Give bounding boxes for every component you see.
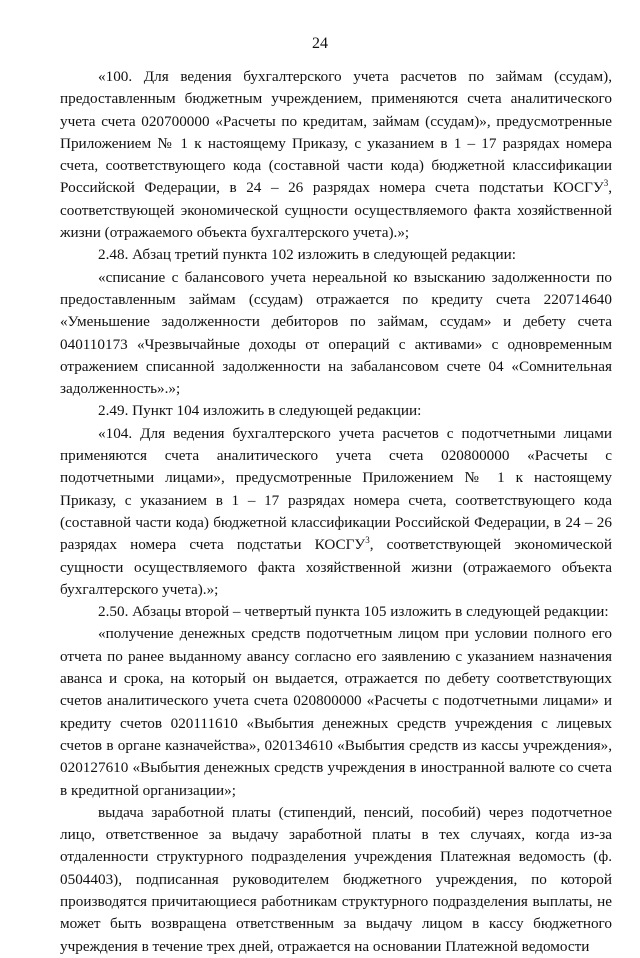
paragraph-text-continued: , соответствующей экономической сущности осуществляемого факта хозяйственной жизни (отражаемого объекта бухгалтерского учета).»; (60, 536, 613, 598)
paragraph-text: 2.50. Абзацы второй – четвертый пункта 105 изложить в следующей редакции: (98, 603, 609, 621)
paragraph-105-salary (60, 802, 612, 958)
footnote-mark: 3 (603, 178, 609, 189)
paragraph-text: 2.49. Пункт 104 изложить в следующей редакции: (98, 402, 422, 420)
paragraph-104 (60, 423, 612, 601)
paragraph-text: «списание с балансового учета нереальной ко взысканию задолженности по предоставленным займам (ссудам) отражается по кредиту счета 220714640 «Уменьшение задолженности дебиторов по займам, ссудам» и дебету счета 040110173 «Чрезвычайные доходы от операций с активами» с одновременным отражением списанной задолженности на забалансовом счете 04 «Сомнительная задолженность».»; (60, 268, 612, 398)
paragraph-2-50 (60, 601, 612, 623)
paragraph-text: 2.48. Абзац третий пункта 102 изложить в следующей редакции: (98, 246, 516, 264)
paragraph-2-48 (60, 244, 612, 266)
paragraph-105-receipt (60, 623, 612, 801)
paragraph-text-continued: , соответствующей экономической сущности осуществляемого факта хозяйственной жизни (отражаемого объекта бухгалтерского учета).»; (60, 179, 612, 242)
paragraph-text: «104. Для ведения бухгалтерского учета расчетов с подотчетными лицами применяются счета аналитического учета счета 020800000 «Расчеты с подотчетными лицами», предусмотренные Приложением № 1 к настоящему Приказу, с указанием в 1 – 17 разрядах номера счета, соответствующего кода (составной части кода) бюджетной классификации Российской Федерации, в 24 – 26 разрядах номера счета подстатьи КОСГУ (60, 424, 612, 554)
footnote-mark: 3 (365, 535, 370, 546)
page-number: 24 (312, 35, 328, 52)
document-body (60, 66, 612, 958)
paragraph-100 (60, 66, 612, 244)
paragraph-text: выдача заработной платы (стипендий, пенсий, пособий) через подотчетное лицо, ответственное за выдачу заработной платы в тех случаях, когда из-за отдаленности структурного подразделения учреждения Платежная ведомость (ф. 0504403), подписанная руководителем бюджетного учреждения, по которой производятся причитающиеся работникам структурного подразделения выплаты, не может быть возвращена ответственным за выдачу лицом в кассу бюджетного учреждения в течение трех дней, отражается на основании Платежной ведомости (60, 803, 612, 955)
paragraph-102-text (60, 267, 612, 401)
paragraph-text: «получение денежных средств подотчетным лицом при условии полного его отчета по ранее выданному авансу согласно его заявлению с указанием назначения аванса и срока, на который он выдается, отражается по дебету соответствующих счетов аналитического учета счета 020800000 «Расчеты с подотчетными лицами» и кредиту счетов 020111610 «Выбытия денежных средств учреждения с лицевых счетов в органе казначейства», 020134610 «Выбытия средств из кассы учреждения», 020127610 «Выбытия денежных средств учреждения в иностранной валюте со счета в кредитной организации»; (60, 625, 612, 799)
paragraph-text: «100. Для ведения бухгалтерского учета расчетов по займам (ссудам), предоставленным бюджетным учреждением, применяются счета аналитического учета счета 020700000 «Расчеты по кредитам, займам (ссудам)», предусмотренные Приложением № 1 к настоящему Приказу, с указанием в 1 – 17 разрядах номера счета, соответствующего кода (составной части кода) бюджетной классификации Российской Федерации, в 24 – 26 разрядах номера счета подстатьи КОСГУ (60, 68, 612, 197)
paragraph-2-49 (60, 400, 612, 422)
